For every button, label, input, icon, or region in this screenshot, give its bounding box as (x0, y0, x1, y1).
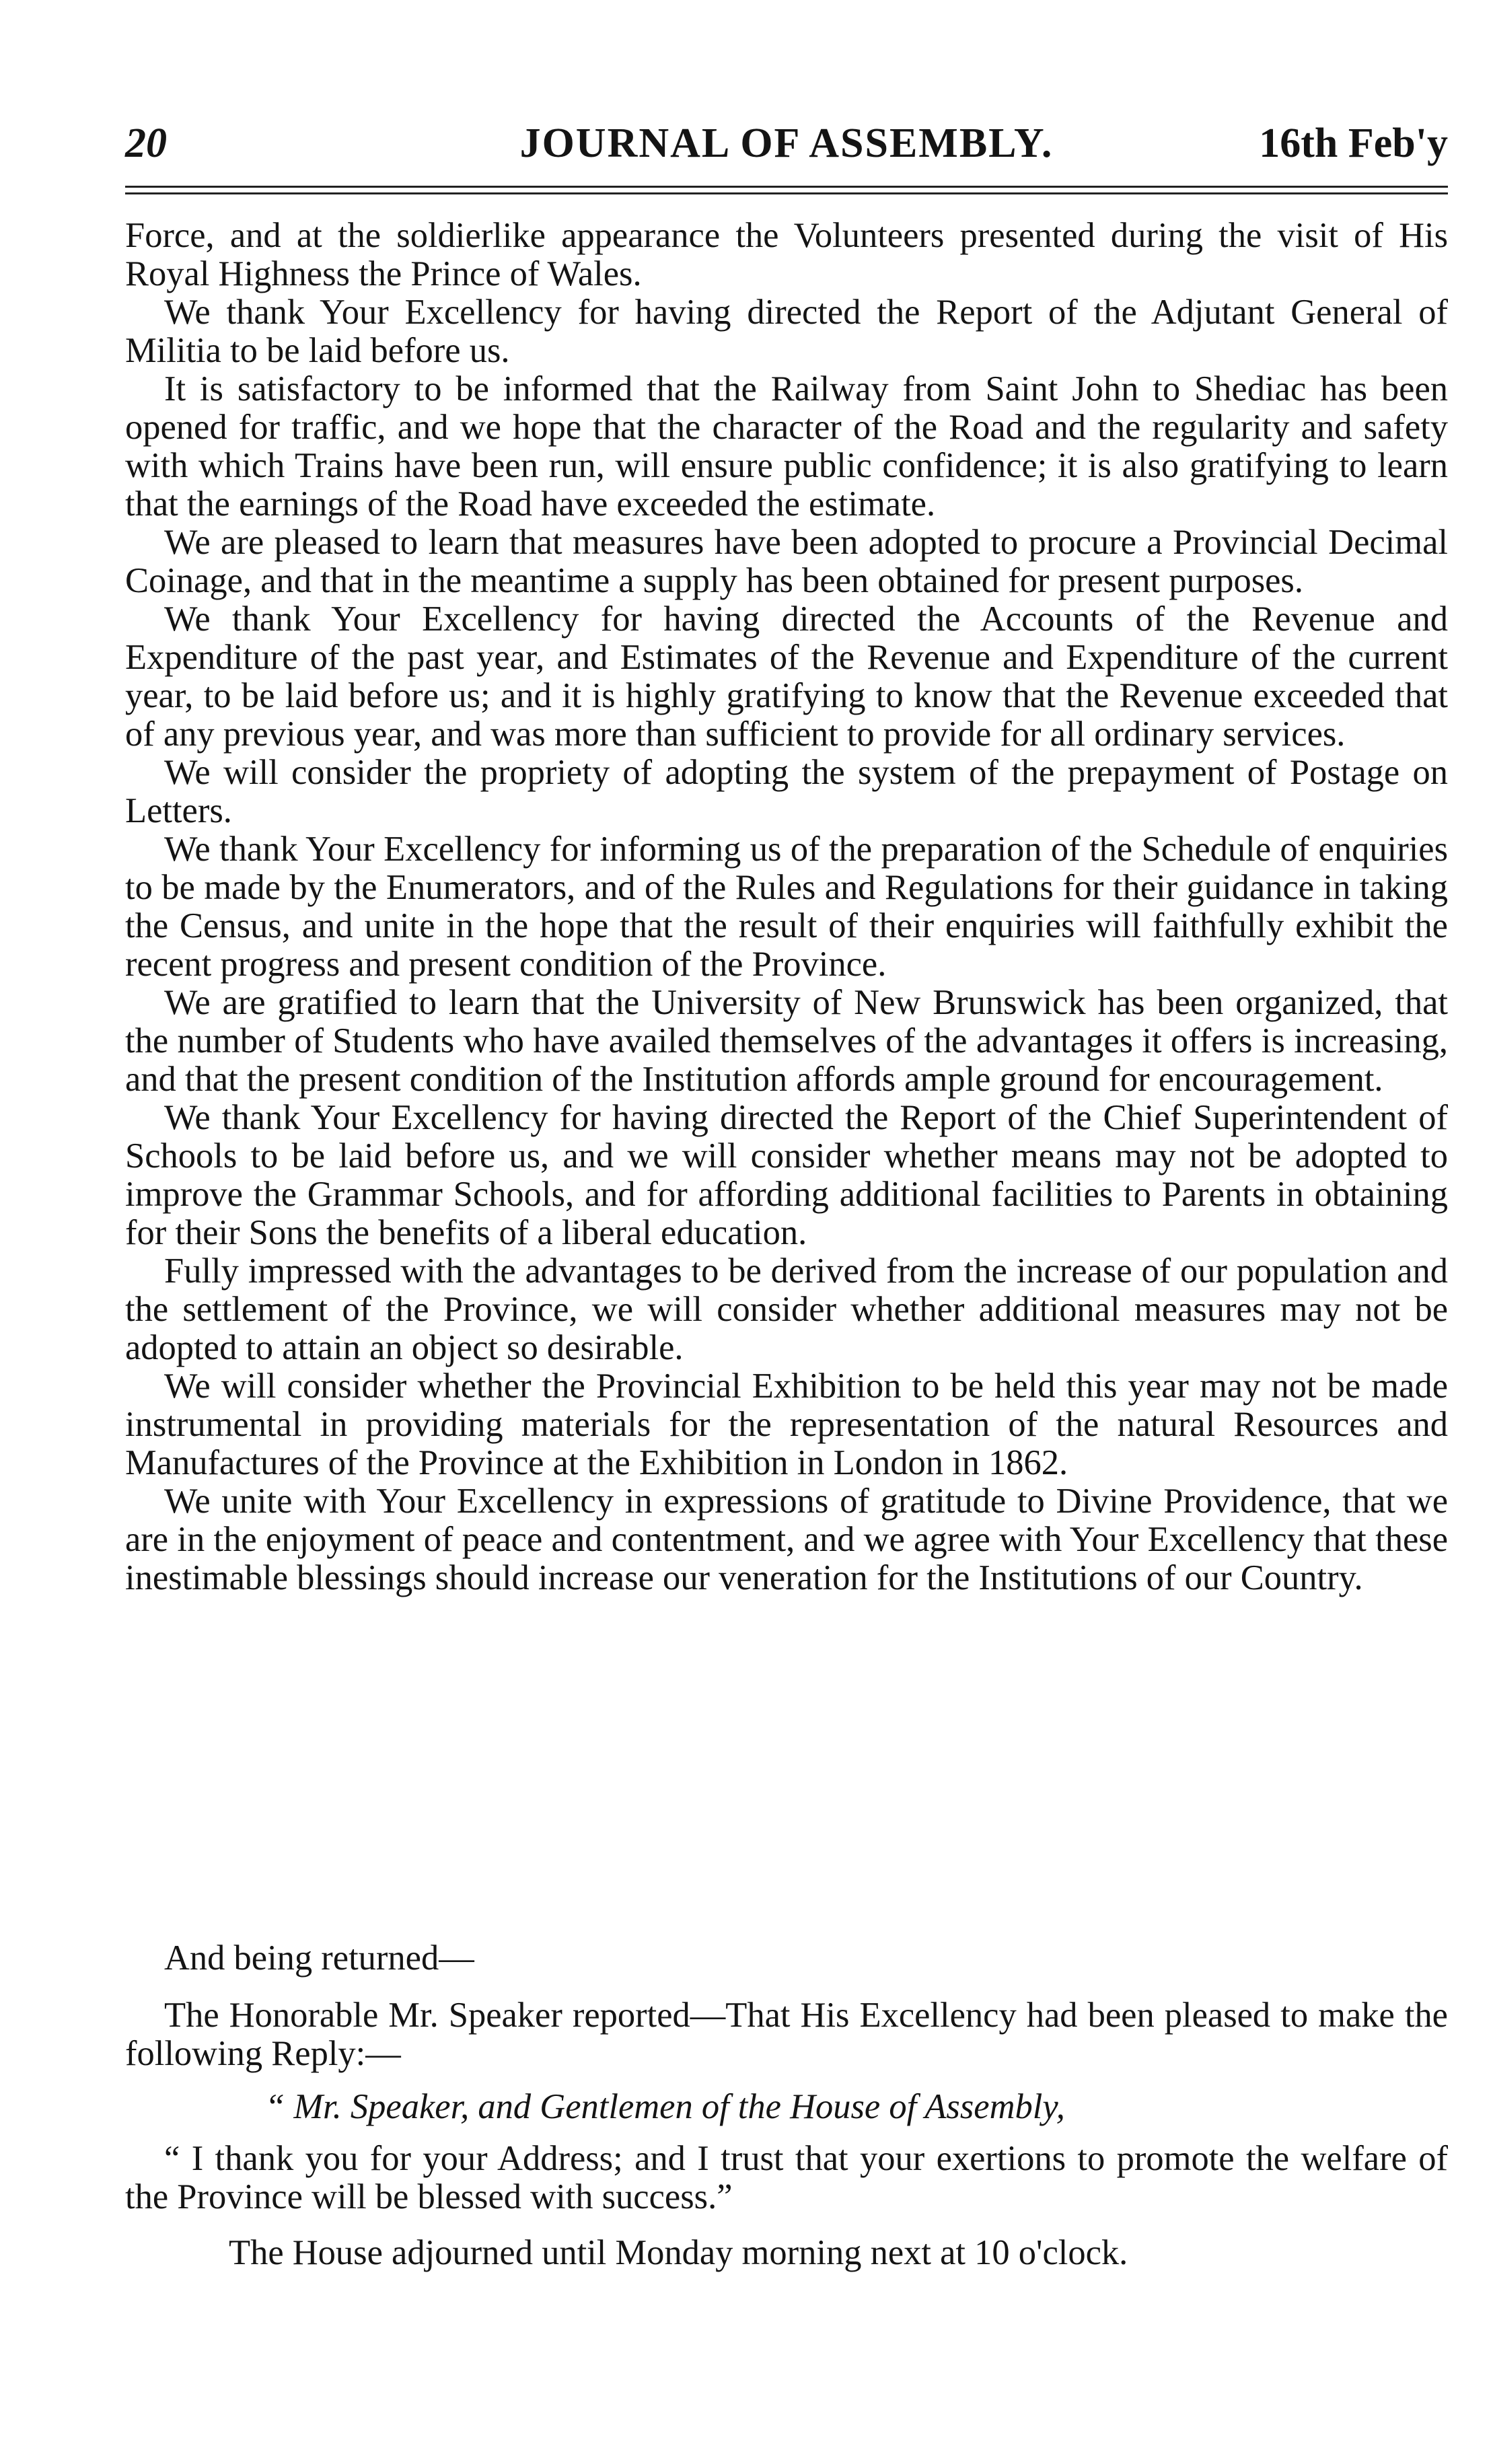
excellency-reply: “ I thank you for your Address; and I trust that your exertions to promote the welfare of the Province will be blessed with success.” (125, 2139, 1448, 2216)
reply-salutation: “ Mr. Speaker, and Gentlemen of the House of Assembly, (265, 2087, 1065, 2126)
paragraph-militia-report: We thank Your Excellency for having directed the Report of the Adjutant General of Militia to be laid before us. (125, 293, 1448, 370)
paragraph-census: We thank Your Excellency for informing us of the preparation of the Schedule of enquiries to be made by the Enumerators, and of the Rules and Regulations for their guidance in taking the Census, and unite in the hope that the result of their enquiries will faithfully exhibit the recent progress and present condition of the Province. (125, 830, 1448, 984)
address-body (125, 217, 1448, 1597)
paragraph-postage: We will consider the propriety of adopting the system of the prepayment of Postage on Letters. (125, 753, 1448, 830)
paragraph-university: We are gratified to learn that the University of New Brunswick has been organized, that the number of Students who have availed themselves of the advantages it offers is increasing, and that the present condition of the Institution affords ample ground for encouragement. (125, 983, 1448, 1099)
proceedings (125, 1939, 1448, 2272)
header-rule-bottom (125, 192, 1448, 194)
speaker-report: The Honorable Mr. Speaker reported—That His Excellency had been pleased to make the following Reply:— (125, 1996, 1448, 2073)
paragraph-volunteers: Force, and at the soldierlike appearance the Volunteers presented during the visit of His Royal Highness the Prince of Wales. (125, 216, 1448, 293)
page-number: 20 (125, 120, 167, 166)
journal-title: JOURNAL OF ASSEMBLY. (519, 120, 1054, 166)
adjournment-line: The House adjourned until Monday morning next at 10 o'clock. (229, 2233, 1128, 2272)
paragraph-population: Fully impressed with the advantages to be derived from the increase of our population and the settlement of the Province, we will consider whether additional measures may not be adopted to attain an object so desirable. (125, 1252, 1448, 1367)
header-rule-top (125, 186, 1448, 188)
paragraph-coinage: We are pleased to learn that measures have been adopted to procure a Provincial Decimal Coinage, and that in the meantime a supply has been obtained for present purposes. (125, 523, 1448, 600)
paragraph-railway: It is satisfactory to be informed that the Railway from Saint John to Shediac has been opened for traffic, and we hope that the character of the Road and the regularity and safety with which Trains have been run, will ensure public confidence; it is also gratifying to learn that the earnings of the Road have exceeded the estimate. (125, 369, 1448, 523)
page-header (125, 120, 1448, 174)
page-date: 16th Feb'y (1259, 120, 1448, 166)
paragraph-revenue: We thank Your Excellency for having directed the Accounts of the Revenue and Expenditure of the past year, and Estimates of the Revenue and Expenditure of the current year, to be laid before us; and it is highly gratifying to know that the Revenue exceeded that of any previous year, and was more than sufficient to provide for all ordinary services. (125, 600, 1448, 754)
paragraph-exhibition: We will consider whether the Provincial Exhibition to be held this year may not be made instrumental in providing materials for the representation of the natural Resources and Manufactures of the Province at the Exhibition in London in 1862. (125, 1367, 1448, 1482)
paragraph-schools: We thank Your Excellency for having directed the Report of the Chief Superintendent of Schools to be laid before us, and we will consider whether means may not be adopted to improve the Grammar Schools, and for affording additional facilities to Parents in obtaining for their Sons the benefits of a liberal education. (125, 1098, 1448, 1252)
paragraph-gratitude: We unite with Your Excellency in expressions of gratitude to Divine Providence, that we are in the enjoyment of peace and contentment, and we agree with Your Excellency that these inestimable blessings should increase our veneration for the Institutions of our Country. (125, 1482, 1448, 1597)
returned-line: And being returned— (164, 1938, 474, 1978)
